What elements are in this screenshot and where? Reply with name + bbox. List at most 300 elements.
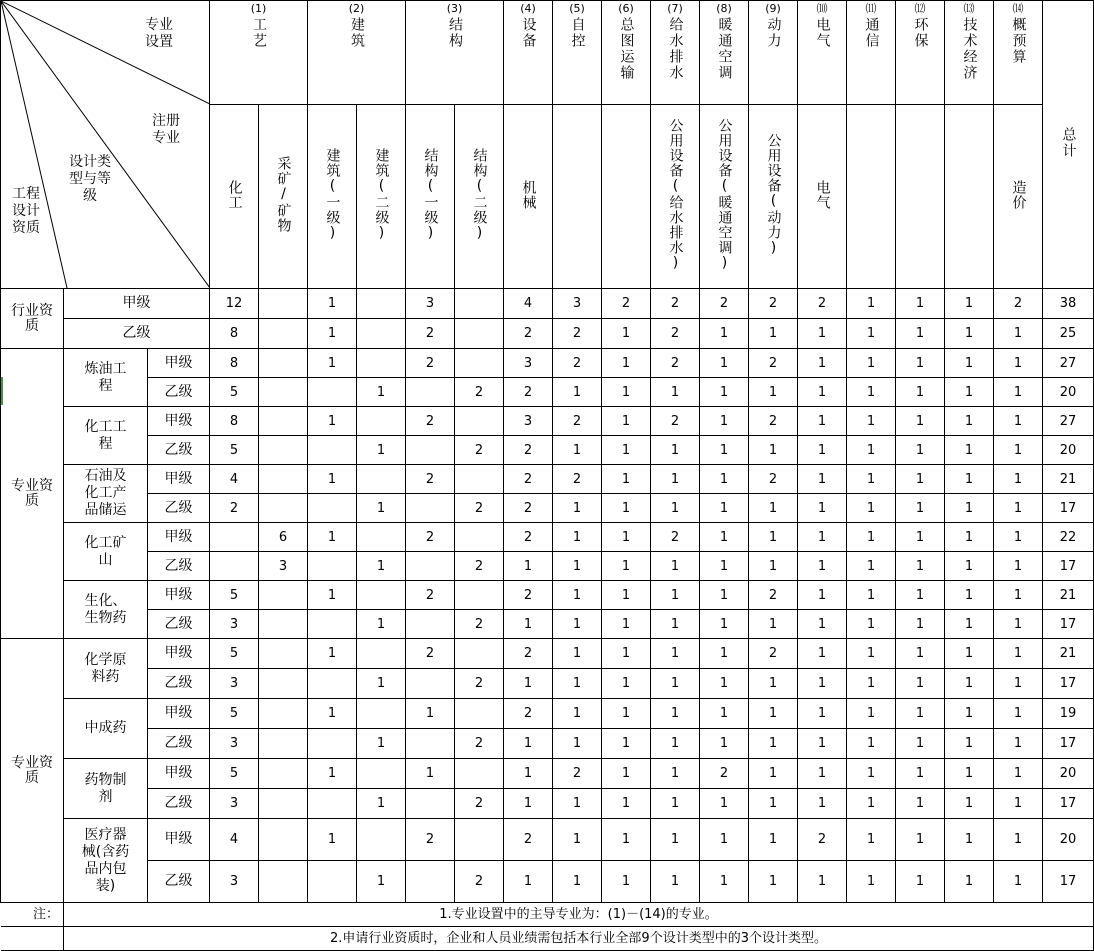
value-cell: 1 [798,759,847,789]
value-cell: 1 [896,699,945,729]
industry-qualification-label: 行业资质 [1,289,64,349]
value-cell: 1 [749,319,798,349]
major-name: 环保 [912,17,929,49]
major-number: (7) [667,2,683,15]
value-cell [406,378,455,407]
value-cell: 3 [210,669,259,699]
value-cell: 1 [994,465,1043,494]
value-cell: 1 [945,729,994,759]
value-cell: 4 [210,819,259,861]
value-cell: 1 [504,759,553,789]
value-cell: 2 [504,639,553,669]
value-cell: 1 [749,494,798,523]
registered-major-6 [455,105,504,289]
value-cell: 2 [504,378,553,407]
major-header-9 [749,1,798,105]
value-cell: 2 [749,465,798,494]
value-cell: 3 [504,407,553,436]
value-cell [357,639,406,669]
grade-label: 乙级 [148,552,210,581]
grade-label: 甲级 [64,289,210,319]
value-cell [308,378,357,407]
value-cell: 1 [994,319,1043,349]
major-header-7 [651,1,700,105]
value-cell [259,639,308,669]
value-cell: 8 [210,407,259,436]
value-cell: 1 [749,610,798,639]
value-cell: 1 [847,861,896,903]
value-cell: 1 [945,378,994,407]
value-cell [455,699,504,729]
value-cell [406,610,455,639]
value-cell [259,319,308,349]
value-cell: 3 [210,789,259,819]
value-cell: 1 [798,523,847,552]
value-cell: 1 [651,378,700,407]
value-cell [455,319,504,349]
value-cell: 1 [798,669,847,699]
value-cell: 1 [700,581,749,610]
value-cell: 1 [994,861,1043,903]
row-total: 21 [1043,639,1094,669]
value-cell: 2 [749,581,798,610]
registered-major-16 [945,105,994,289]
registered-major-12 [749,105,798,289]
value-cell: 2 [651,349,700,378]
value-cell: 1 [798,861,847,903]
value-cell: 3 [210,610,259,639]
value-cell [308,789,357,819]
value-cell [357,581,406,610]
grade-label: 乙级 [148,494,210,523]
value-cell: 1 [357,789,406,819]
value-cell: 1 [504,552,553,581]
major-number: (4) [520,2,536,15]
value-cell [259,729,308,759]
value-cell [259,436,308,465]
value-cell [455,759,504,789]
registered-major-label: 化工 [226,179,243,210]
value-cell: 1 [700,378,749,407]
value-cell: 1 [847,819,896,861]
value-cell: 1 [700,349,749,378]
value-cell: 1 [896,819,945,861]
value-cell: 2 [455,729,504,759]
value-cell: 1 [994,552,1043,581]
value-cell: 1 [945,552,994,581]
value-cell: 1 [602,759,651,789]
value-cell [406,669,455,699]
value-cell: 1 [847,289,896,319]
major-name: 动力 [765,17,782,49]
value-cell: 1 [504,610,553,639]
value-cell: 1 [602,436,651,465]
value-cell: 3 [553,289,602,319]
value-cell: 1 [700,319,749,349]
value-cell: 1 [994,789,1043,819]
value-cell: 5 [210,436,259,465]
value-cell: 2 [651,289,700,319]
value-cell: 1 [602,523,651,552]
value-cell: 1 [945,436,994,465]
grade-label: 甲级 [148,407,210,436]
row-total: 21 [1043,465,1094,494]
registered-major-3 [308,105,357,289]
grade-label: 乙级 [148,789,210,819]
value-cell: 1 [896,349,945,378]
value-cell: 1 [602,789,651,819]
value-cell: 1 [651,669,700,699]
major-number: ⑾ [865,2,877,15]
value-cell: 1 [749,819,798,861]
value-cell: 1 [945,581,994,610]
note-line-2: 2.申请行业资质时，企业和人员业绩需包括本行业全部9个设计类型中的3个设计类型。 [64,927,1094,951]
value-cell: 1 [651,699,700,729]
value-cell: 1 [994,436,1043,465]
row-total: 19 [1043,699,1094,729]
registered-major-8 [553,105,602,289]
value-cell [406,552,455,581]
design-type-name: 炼油工程 [64,349,148,407]
value-cell [308,494,357,523]
value-cell [259,581,308,610]
value-cell: 2 [553,759,602,789]
value-cell: 2 [406,581,455,610]
value-cell: 1 [700,523,749,552]
value-cell [259,861,308,903]
value-cell: 2 [210,494,259,523]
value-cell: 1 [553,494,602,523]
value-cell: 1 [553,581,602,610]
design-type-name: 化工矿山 [64,523,148,581]
value-cell [259,465,308,494]
value-cell [357,349,406,378]
grade-label: 甲级 [148,699,210,729]
value-cell: 2 [504,465,553,494]
value-cell [259,819,308,861]
value-cell: 1 [847,523,896,552]
value-cell: 2 [504,319,553,349]
value-cell [259,759,308,789]
major-header-12 [896,1,945,105]
design-type-name: 中成药 [64,699,148,759]
value-cell: 1 [602,669,651,699]
value-cell: 1 [847,639,896,669]
value-cell: 1 [308,699,357,729]
value-cell: 1 [357,861,406,903]
value-cell: 1 [308,319,357,349]
value-cell: 2 [553,465,602,494]
major-name: 设备 [520,17,537,49]
value-cell: 1 [602,581,651,610]
total-header [1043,1,1094,289]
value-cell: 1 [896,378,945,407]
value-cell: 1 [651,610,700,639]
value-cell: 2 [553,319,602,349]
value-cell: 3 [504,349,553,378]
value-cell: 1 [749,552,798,581]
value-cell: 1 [553,699,602,729]
value-cell: 2 [504,699,553,729]
registered-major-2 [259,105,308,289]
major-name: 电气 [814,17,831,49]
value-cell: 2 [749,349,798,378]
value-cell: 1 [994,669,1043,699]
value-cell [455,465,504,494]
value-cell: 1 [602,465,651,494]
value-cell: 1 [945,319,994,349]
registered-major-5 [406,105,455,289]
special-qualification-label: 专业资质 [1,639,64,903]
value-cell: 2 [455,610,504,639]
value-cell: 1 [749,729,798,759]
major-name: 结构 [447,17,464,49]
value-cell: 1 [308,289,357,319]
major-header-13 [945,1,994,105]
major-number: (9) [765,2,781,15]
value-cell: 1 [749,861,798,903]
value-cell: 1 [994,699,1043,729]
design-type-name: 生化、生物药 [64,581,148,639]
registered-major-10 [651,105,700,289]
value-cell: 1 [308,523,357,552]
registered-major-15 [896,105,945,289]
value-cell: 1 [749,699,798,729]
value-cell [308,436,357,465]
value-cell: 1 [357,378,406,407]
value-cell: 1 [357,729,406,759]
value-cell: 1 [602,729,651,759]
value-cell: 2 [406,523,455,552]
row-total: 17 [1043,789,1094,819]
value-cell: 1 [553,861,602,903]
row-total: 27 [1043,349,1094,378]
value-cell [210,552,259,581]
value-cell: 1 [847,494,896,523]
major-number: (2) [348,2,365,15]
value-cell: 1 [896,581,945,610]
value-cell: 2 [651,523,700,552]
value-cell [210,523,259,552]
corner-label-design-type: 设计类型与等级 [69,154,111,204]
row-total: 21 [1043,581,1094,610]
registered-major-label: 造价 [1010,179,1027,210]
value-cell: 1 [700,465,749,494]
registered-major-label: 公用设备(暖通空调) [716,117,733,272]
major-number: (3) [446,2,463,15]
value-cell: 1 [700,669,749,699]
value-cell: 1 [651,581,700,610]
major-header-5 [553,1,602,105]
value-cell: 1 [504,789,553,819]
value-cell: 1 [798,349,847,378]
value-cell: 1 [553,436,602,465]
value-cell: 2 [700,289,749,319]
value-cell: 1 [553,729,602,759]
value-cell: 1 [994,523,1043,552]
value-cell: 1 [700,610,749,639]
value-cell: 1 [798,319,847,349]
value-cell: 1 [553,639,602,669]
value-cell: 1 [553,552,602,581]
value-cell: 8 [210,349,259,378]
value-cell: 1 [406,699,455,729]
value-cell: 1 [945,699,994,729]
value-cell [455,581,504,610]
value-cell: 1 [406,759,455,789]
value-cell [259,407,308,436]
value-cell: 2 [406,319,455,349]
value-cell [406,789,455,819]
value-cell: 1 [602,610,651,639]
value-cell: 6 [259,523,308,552]
value-cell: 1 [602,407,651,436]
value-cell: 1 [308,465,357,494]
value-cell: 1 [945,523,994,552]
registered-major-7 [504,105,553,289]
value-cell: 1 [945,759,994,789]
value-cell: 1 [994,759,1043,789]
design-type-name: 化工工程 [64,407,148,465]
value-cell: 1 [847,610,896,639]
value-cell [455,639,504,669]
registered-major-label: 机械 [520,179,537,210]
value-cell [259,494,308,523]
value-cell: 2 [798,289,847,319]
value-cell: 1 [994,819,1043,861]
major-number: (5) [569,2,585,15]
registered-major-label: 建筑(一级) [324,147,341,242]
value-cell [455,819,504,861]
value-cell: 1 [553,789,602,819]
value-cell: 1 [308,639,357,669]
value-cell: 1 [994,610,1043,639]
value-cell: 1 [651,639,700,669]
grade-label: 乙级 [148,861,210,903]
registered-major-9 [602,105,651,289]
value-cell: 1 [945,610,994,639]
value-cell: 1 [945,819,994,861]
value-cell: 1 [798,699,847,729]
value-cell: 5 [210,759,259,789]
grade-label: 甲级 [148,759,210,789]
value-cell: 1 [700,407,749,436]
value-cell: 2 [651,319,700,349]
value-cell: 1 [749,523,798,552]
value-cell [357,319,406,349]
value-cell: 1 [945,789,994,819]
value-cell: 1 [994,639,1043,669]
value-cell: 1 [308,581,357,610]
registered-major-14 [847,105,896,289]
row-total: 20 [1043,436,1094,465]
value-cell [308,552,357,581]
value-cell: 1 [847,581,896,610]
row-total: 20 [1043,378,1094,407]
value-cell: 1 [651,819,700,861]
value-cell: 1 [896,789,945,819]
value-cell: 1 [651,552,700,581]
value-cell [357,407,406,436]
value-cell: 1 [896,610,945,639]
major-header-11 [847,1,896,105]
value-cell: 1 [651,759,700,789]
value-cell: 1 [602,639,651,669]
value-cell: 1 [896,319,945,349]
row-total: 38 [1043,289,1094,319]
value-cell: 1 [847,378,896,407]
corner-label-registered-major: 注册专业 [152,113,180,146]
grade-label: 甲级 [148,465,210,494]
value-cell: 1 [847,465,896,494]
special-qualification-label: 专业资质 [1,349,64,639]
value-cell: 2 [455,436,504,465]
value-cell: 2 [455,669,504,699]
value-cell: 1 [700,819,749,861]
value-cell: 1 [651,436,700,465]
value-cell [455,407,504,436]
registered-major-label: 建筑(二级) [373,147,390,242]
row-total: 17 [1043,552,1094,581]
major-header-3 [406,1,504,105]
value-cell: 2 [749,289,798,319]
value-cell: 1 [945,861,994,903]
value-cell: 1 [847,436,896,465]
grade-label: 乙级 [148,378,210,407]
value-cell: 2 [504,494,553,523]
major-name: 通信 [863,17,880,49]
value-cell: 2 [553,407,602,436]
value-cell: 1 [994,378,1043,407]
major-name: 工艺 [251,17,268,49]
value-cell [308,729,357,759]
major-header-6 [602,1,651,105]
value-cell: 1 [553,610,602,639]
registered-major-label: 电气 [814,179,831,210]
value-cell: 1 [651,494,700,523]
value-cell: 1 [700,789,749,819]
registered-major-13 [798,105,847,289]
major-header-8 [700,1,749,105]
row-total: 20 [1043,819,1094,861]
registered-major-label: 采矿/矿物 [275,156,292,233]
value-cell: 1 [798,729,847,759]
value-cell: 1 [798,639,847,669]
row-total: 17 [1043,494,1094,523]
header-corner [1,1,210,289]
value-cell: 1 [357,494,406,523]
value-cell: 1 [553,523,602,552]
major-name: 暖通空调 [716,17,733,81]
value-cell: 1 [945,669,994,699]
value-cell: 1 [700,436,749,465]
value-cell: 1 [896,407,945,436]
value-cell: 1 [749,378,798,407]
value-cell: 1 [945,639,994,669]
value-cell: 1 [553,669,602,699]
value-cell: 1 [945,465,994,494]
value-cell [357,289,406,319]
value-cell: 1 [308,349,357,378]
row-total: 17 [1043,610,1094,639]
registered-major-1 [210,105,259,289]
major-name: 技术经济 [961,17,978,81]
value-cell: 2 [455,861,504,903]
value-cell [406,861,455,903]
value-cell: 1 [357,610,406,639]
value-cell: 2 [406,465,455,494]
value-cell: 1 [896,494,945,523]
